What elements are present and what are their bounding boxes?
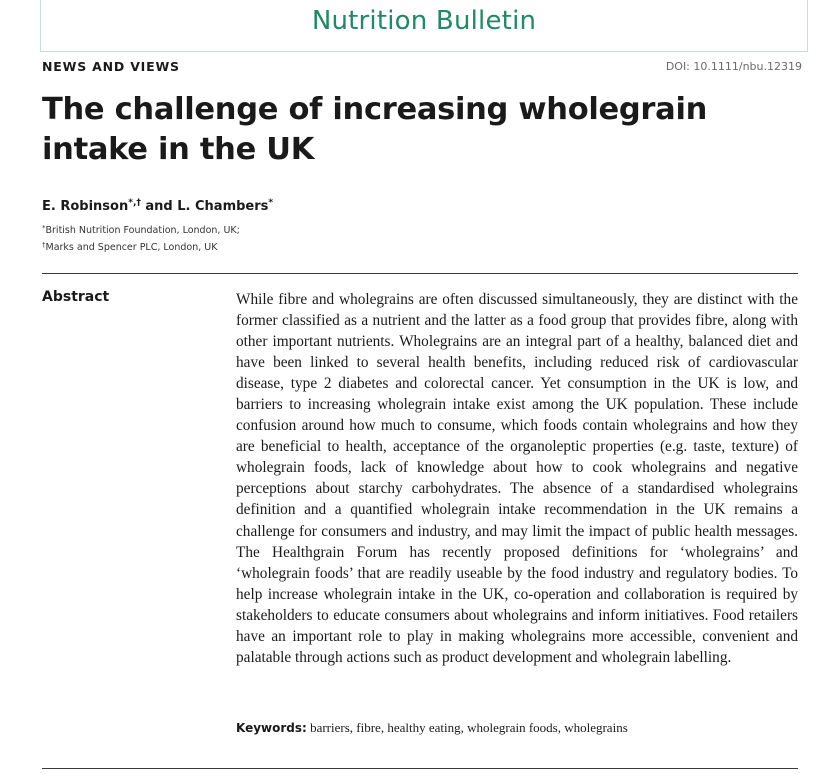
affiliation-line [42, 221, 240, 238]
section-label: NEWS AND VIEWS [42, 59, 180, 74]
journal-name-part2: Bulletin [435, 6, 537, 36]
journal-name [312, 6, 536, 36]
affiliation-mark: † [42, 241, 46, 249]
author-name[interactable]: E. Robinson [42, 199, 129, 214]
article-title: The challenge of increasing wholegrain intake in the UK [42, 92, 708, 167]
abstract-text: While fibre and wholegrains are often discussed simultaneously, they are distinct with the former classified as a nutrient and the latter as a food group that provides fibre, along with other important nutrients. Wholegrains are an integral part of a healthy, balanced diet and have been linked to several health benefits, including reduced risk of cardiovascular disease, type 2 diabetes and colorectal cancer. Yet consumption in the UK is low, and barriers to increasing wholegrain intake exist among the UK population. These include confusion around how much to consume, which foods contain wholegrains and how they are beneficial to health, acceptance of the organoleptic properties (e.g. taste, texture) of wholegrain foods, lack of knowledge about how to cook wholegrains and negative perceptions about starchy carbohydrates. The absence of a standardised wholegrains definition and a quantified wholegrain intake recommendation in the UK remains a challenge for consumers and industry, and may limit the impact of public health messages. The Healthgrain Forum has recently proposed definitions for ‘wholegrains’ and ‘wholegrain foods’ that are readily useable by the food industry and regulatory bodies. To help increase wholegrain intake in the UK, co-operation and collaboration is required by stakeholders to educate consumers about wholegrains and inform initiatives. Food retailers have an important role to play in making wholegrains more accessible, convenient and palatable through actions such as product development and wholegrain labelling. [236, 291, 798, 666]
author-name[interactable]: L. Chambers [177, 199, 269, 214]
keywords-label: Keywords: [236, 721, 307, 735]
author-affiliation-marks: *,† [128, 198, 141, 208]
affiliation-line [42, 238, 240, 255]
affiliation-mark: * [42, 224, 46, 232]
divider [42, 768, 798, 769]
author-list [42, 198, 273, 214]
author-conjunction: and [140, 199, 178, 214]
doi-link[interactable]: DOI: 10.1111/nbu.12319 [665, 60, 802, 73]
affiliation-text: British Nutrition Foundation, London, UK; [45, 225, 240, 236]
journal-header [40, 0, 808, 52]
author-affiliation-marks: * [268, 198, 274, 208]
abstract-heading: Abstract [42, 289, 110, 305]
keywords-list: barriers, fibre, healthy eating, wholegrain foods, wholegrains [310, 720, 628, 735]
affiliation-text: Marks and Spencer PLC, London, UK [45, 242, 218, 253]
divider [42, 273, 798, 274]
journal-name-part1: Nutrition [311, 6, 428, 36]
keywords [236, 720, 628, 736]
affiliations [42, 221, 240, 255]
